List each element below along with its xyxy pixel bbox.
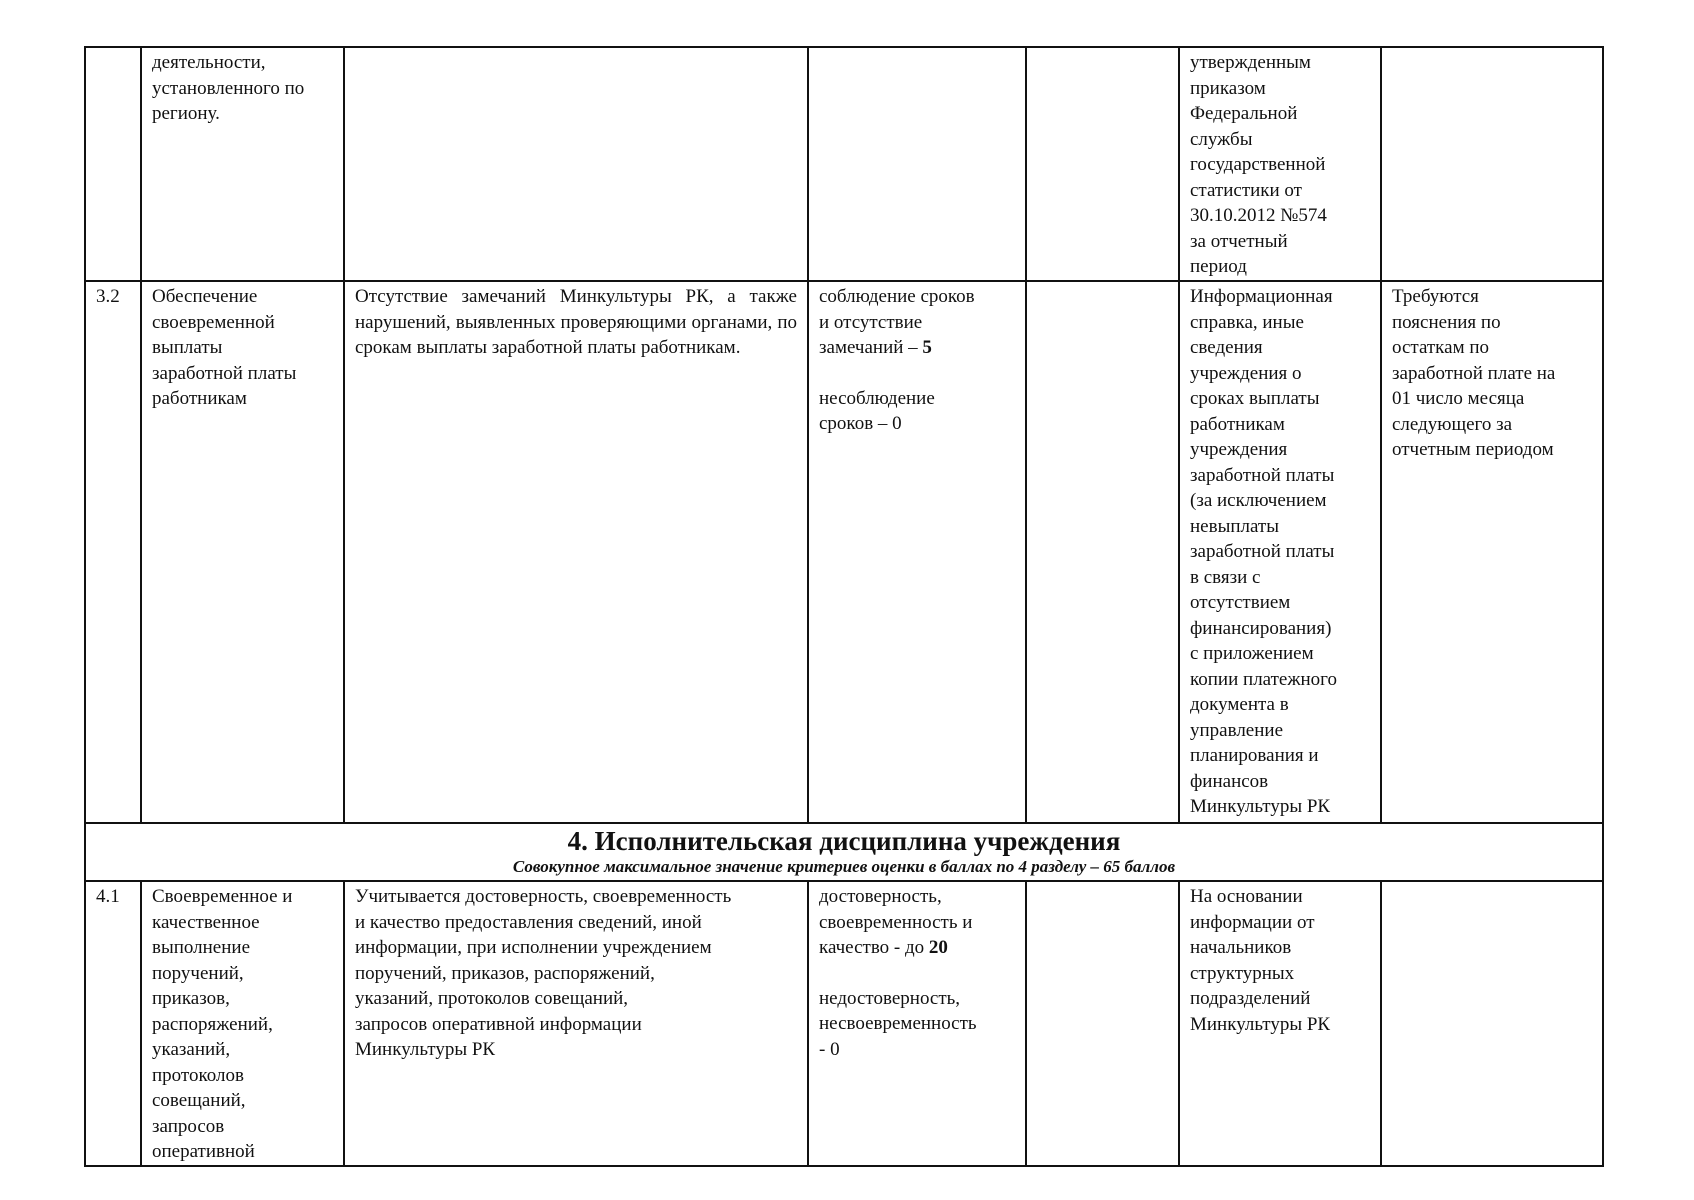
text-line: Федеральной [1190,103,1298,124]
text-line: сведения [1190,337,1263,358]
text-line: утвержденным [1190,52,1311,73]
text-line: документа в [1190,694,1289,715]
source-text [1190,284,1370,820]
cell-criterion-name [141,47,344,281]
text-line: - 0 [819,1038,840,1060]
text-line: отчетным периодом [1392,439,1554,460]
description-text [355,884,797,1063]
text-line: выполнение [152,937,251,958]
text-line: финансирования) [1190,617,1332,639]
text-line: выплаты [152,337,223,358]
text-line: приказом [1190,77,1266,99]
score-bad-text [819,386,1015,437]
criteria-table [84,46,1604,1167]
cell-score [808,47,1026,281]
text-line: заработной платы [1190,541,1335,562]
text-line: поручений, [152,962,244,984]
text-line: На основании [1190,886,1303,907]
text-line: протоколов [152,1064,244,1086]
row-number: 4.1 [96,886,120,907]
text-line: в связи с [1190,566,1261,588]
text-line: остаткам по [1392,337,1490,358]
score-value: 5 [922,337,932,358]
text-line: указаний, [152,1039,231,1060]
text-line: работникам [1190,413,1285,435]
text-line: за отчетный [1190,230,1288,252]
text-line: поручений, приказов, распоряжений, [355,962,655,984]
score-value: 20 [928,937,948,958]
text-line: Информационная [1190,286,1333,307]
text-line: управление [1190,719,1284,741]
text-line: пояснения по [1392,311,1501,333]
cell-note [1381,281,1603,823]
criterion-name-text [152,284,333,412]
text-line: 30.10.2012 №574 [1190,205,1327,226]
text-line: несоблюдение [819,387,935,409]
source-text [1190,50,1370,280]
text-line: работникам [152,388,247,409]
text-line: государственной [1190,154,1326,175]
text-line: отсутствием [1190,592,1291,613]
text-line: и качество предоставления сведений, иной [355,911,702,933]
section-header [85,823,1603,881]
text-line: учреждения о [1190,362,1302,384]
cell-empty [1026,47,1179,281]
table-row [85,881,1603,1166]
text-line: информации от [1190,911,1315,933]
cell-description [344,47,808,281]
cell-empty [1026,281,1179,823]
text-line: статистики от [1190,179,1302,201]
text-line: заработной платы [1190,464,1335,486]
text-line: деятельности, [152,52,266,73]
text-line: Своевременное и [152,886,293,907]
text-line: учреждения [1190,439,1288,460]
cell-note [1381,881,1603,1166]
note-text [1392,284,1592,463]
text-line: справка, иные [1190,311,1304,333]
text-line: сроках выплаты [1190,388,1320,409]
cell-source [1179,281,1381,823]
cell-source [1179,47,1381,281]
score-good-text: соблюдение сроков и отсутствие замечаний – 5 [819,286,975,358]
text-line: Учитывается достоверность, своевременность [355,886,732,907]
text-line: заработной плате на [1392,362,1556,384]
cell-description [344,881,808,1166]
section-subtitle: Совокупное максимальное значение критериев оценки в баллах по 4 разделу – 65 баллов [512,857,1176,876]
score-good-text: достоверность, своевременность и качество - до 20 [819,886,973,958]
text-line: региону. [152,103,220,124]
text-line: совещаний, [152,1090,246,1111]
text-line: информации, при исполнении учреждением [355,937,712,958]
text-line: подразделений [1190,988,1311,1009]
cell-number [85,281,141,823]
table-row [85,281,1603,823]
cell-description [344,281,808,823]
text-line: период [1190,256,1247,277]
text-line: (за исключением [1190,490,1327,511]
text-line: Обеспечение [152,286,258,307]
text-line: установленного по [152,77,305,99]
cell-source [1179,881,1381,1166]
text-line: качественное [152,911,260,933]
text-line: начальников [1190,937,1292,958]
source-text [1190,884,1370,1037]
cell-criterion-name [141,281,344,823]
criterion-name-text [152,50,333,127]
text-line: своевременной [152,311,275,333]
text-line: указаний, протоколов совещаний, [355,988,629,1009]
criterion-name-text [152,884,333,1165]
text-line: сроков – 0 [819,413,902,434]
section-title: 4. Исполнительская дисциплина учреждения [567,826,1121,856]
table-row [85,47,1603,281]
text-line: 01 число месяца [1392,388,1525,409]
text-line: Минкультуры РК [355,1039,496,1060]
text-line: недостоверность, [819,987,961,1009]
text-line: копии платежного [1190,668,1337,690]
text-line: с приложением [1190,643,1314,664]
text-line: службы [1190,128,1253,150]
row-number: 3.2 [96,286,120,307]
text-line: распоряжений, [152,1013,273,1035]
text-line: Минкультуры РК [1190,796,1331,817]
text-line: финансов [1190,770,1269,792]
text-line: невыплаты [1190,515,1279,537]
cell-note [1381,47,1603,281]
description-text: Отсутствие замечаний Минкультуры РК, а также нарушений, выявленных проверяющими органами, по срокам выплаты заработной платы работникам. [355,286,797,358]
text-line: Требуются [1392,286,1479,307]
text-line: оперативной [152,1141,255,1162]
text-line: планирования и [1190,745,1319,766]
text-line: заработной платы [152,362,297,384]
section-header-row [85,823,1603,881]
text-line: следующего за [1392,413,1513,435]
cell-score [808,881,1026,1166]
score-bad-text [819,986,1015,1063]
text-line: Минкультуры РК [1190,1013,1331,1035]
cell-number [85,47,141,281]
text-line: приказов, [152,988,230,1009]
text-line: несвоевременность [819,1013,977,1034]
cell-empty [1026,881,1179,1166]
text-line: запросов оперативной информации [355,1013,642,1035]
text-line: запросов [152,1115,225,1137]
text-line: структурных [1190,962,1295,984]
cell-number [85,881,141,1166]
cell-score [808,281,1026,823]
cell-criterion-name [141,881,344,1166]
